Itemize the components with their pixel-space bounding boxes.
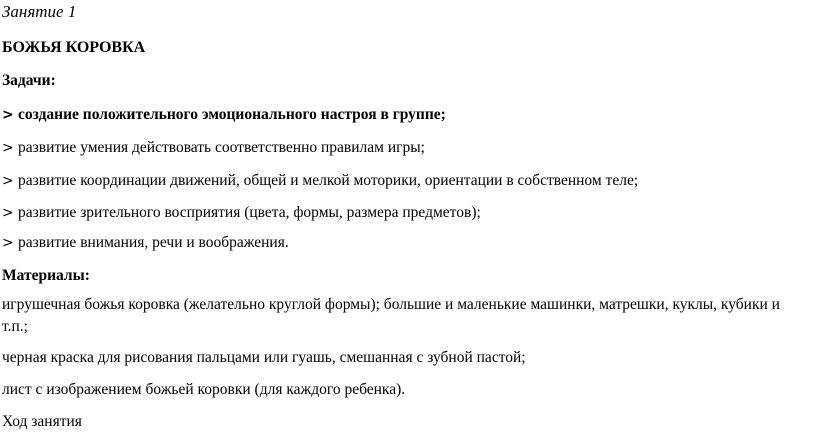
task-text: создание положительного эмоционального настроя в группе; [18,106,446,123]
task-item [2,203,481,223]
material-item: игрушечная божья коровка (желательно круглой формы); большие и маленькие машинки, матрешки, куклы, кубики и т.п.; [2,296,780,335]
main-title: БОЖЬЯ КОРОВКА [2,39,146,56]
task-text: развитие координации движений, общей и мелкой моторики, ориентации в собственном теле; [18,172,639,189]
material-item: черная краска для рисования пальцами или гуашь, смешанная с зубной пастой; [2,349,526,366]
task-item [2,105,446,125]
bullet-arrow-icon: > [2,173,14,189]
bullet-arrow-icon: > [2,205,14,221]
tasks-label: Задачи: [2,72,56,89]
lesson-course-heading: Ход занятия [2,413,82,430]
materials-label: Материалы: [2,267,90,284]
bullet-arrow-icon: > [2,107,14,123]
bullet-arrow-icon: > [2,140,14,156]
task-text: развитие внимания, речи и воображения. [18,234,289,251]
lesson-title: Занятие 1 [2,2,77,21]
task-item [2,138,425,158]
task-item [2,171,638,191]
bullet-arrow-icon: > [2,235,14,251]
task-item [2,233,289,253]
material-item: лист с изображением божьей коровки (для каждого ребенка). [2,381,406,398]
task-text: развитие умения действовать соответственно правилам игры; [18,139,425,156]
task-text: развитие зрительного восприятия (цвета, формы, размера предметов); [18,204,481,221]
